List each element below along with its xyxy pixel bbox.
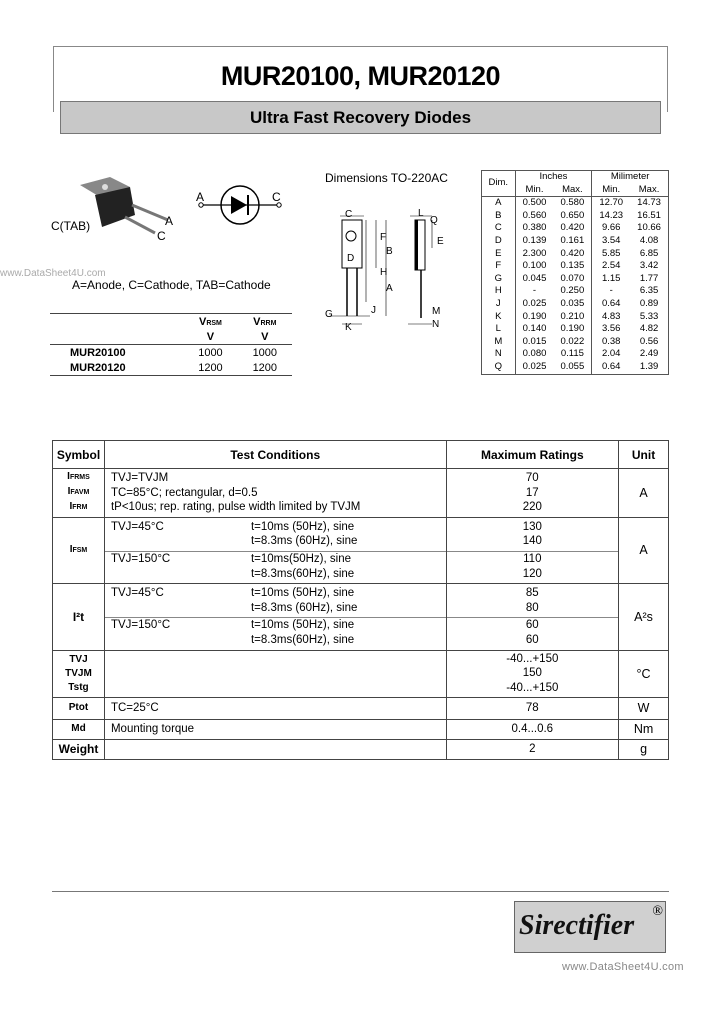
table-row: Q 0.025 0.055 0.64 1.39 — [482, 361, 669, 374]
dim-label-d: D — [347, 253, 355, 264]
table-row: L 0.140 0.190 3.56 4.82 — [482, 323, 669, 336]
table-row: MUR20120 1200 1200 — [50, 360, 292, 376]
pin-legend: A=Anode, C=Cathode, TAB=Cathode — [72, 278, 271, 292]
voltage-table-header — [50, 314, 292, 330]
dim-label-j: J — [371, 305, 376, 316]
unit-header: Unit — [619, 441, 669, 469]
dimension-table-body — [482, 197, 669, 374]
table-row: D 0.139 0.161 3.54 4.08 — [482, 235, 669, 248]
dim-label-a: A — [386, 283, 393, 294]
dim-label-q: Q — [430, 215, 438, 226]
ratings-header: Maximum Ratings — [446, 441, 619, 469]
dim-label-f: F — [380, 232, 387, 243]
package-image — [60, 175, 190, 245]
dim-header: Dim. — [482, 171, 516, 197]
table-row: E 2.300 0.420 5.85 6.85 — [482, 248, 669, 261]
symbol-header: Symbol — [53, 441, 105, 469]
table-row: F 0.100 0.135 2.54 3.42 — [482, 260, 669, 273]
dimension-drawing — [320, 198, 470, 338]
lead-c — [125, 217, 155, 233]
vrsm-unit: V — [206, 330, 215, 343]
vrrm-unit: V — [261, 330, 269, 343]
table-row: H - 0.250 - 6.35 — [482, 285, 669, 298]
table-row: N 0.080 0.115 2.04 2.49 — [482, 348, 669, 361]
table-row: C 0.380 0.420 9.66 10.66 — [482, 222, 669, 235]
watermark-text: www.DataSheet4U.com — [0, 268, 106, 279]
dim-label-g: G — [325, 309, 333, 320]
lead-a — [132, 205, 168, 220]
dim-label-c: C — [345, 209, 353, 220]
table-row: G 0.045 0.070 1.15 1.77 — [482, 273, 669, 286]
page-title: MUR20100, MUR20120 — [220, 61, 501, 91]
table-row: B 0.560 0.650 14.23 16.51 — [482, 210, 669, 223]
dimension-table: Dim. Inches Milimeter Min. Max. Min. Max. A 0.500 0.580 12.70 14.73 B 0.560 0.650 14.23 16.51 C 0.380 0.420 9.66 10.66 D 0.139 0.161 3.54 4.08 E 2.300 0.420 5.85 6.85 F 0.100 0.135 2.54 3.42 G 0.045 0.070 1.15 1.77 H - 0.250 - 6.35 J 0.025 0.035 0.64 0.89 K 0.190 0.210 4.83 5.33 L 0.140 0.190 3.56 4.82 M 0.015 0.022 0.38 0.56 N 0.080 0.115 2.04 2.49 Q 0.025 0.055 0.64 1.39 — [481, 170, 669, 375]
voltage-table — [50, 313, 292, 376]
symbol-c-label: C — [272, 190, 281, 204]
dim-label-e: E — [437, 236, 444, 247]
conditions-header: Test Conditions — [104, 441, 446, 469]
table-row: Weight 2 g — [53, 739, 669, 759]
vrrm-header: VRRM — [253, 315, 277, 328]
ratings-table — [52, 440, 669, 760]
dim-label-n: N — [432, 319, 440, 330]
mm-header: Milimeter — [592, 171, 669, 184]
table-row: K 0.190 0.210 4.83 5.33 — [482, 311, 669, 324]
table-row: IFRMS IFAVM IFRM TVJ=TVJM TC=85°C; rectangular, d=0.5 tP<10us; rep. rating, pulse width limited by TVJM 70 17 220 A — [53, 469, 669, 518]
dim-label-k: K — [345, 322, 352, 333]
dim-label-h: H — [380, 267, 388, 278]
table-row: TVJ TVJM Tstg -40...+150 150 -40...+150 °C — [53, 650, 669, 697]
table-row: I²t TVJ=45°C t=10ms (50Hz), sine t=8.3ms (60Hz), sine TVJ=150°C t=10ms (50Hz), sine t=8.3ms(60Hz), sine 85 80 60 60 A²s — [53, 584, 669, 650]
subtitle-bar: Ultra Fast Recovery Diodes — [60, 101, 661, 134]
symbol-a-label: A — [196, 190, 205, 204]
pin-c-label: C — [157, 229, 166, 243]
table-row: Md Mounting torque 0.4...0.6 Nm — [53, 719, 669, 739]
dim-label-b: B — [386, 246, 393, 257]
pin-a-label: A — [165, 214, 174, 228]
table-row: MUR20100 1000 1000 — [70, 346, 278, 359]
inches-header: Inches — [515, 171, 592, 184]
dimensions-title: Dimensions TO-220AC — [325, 171, 448, 185]
table-row: M 0.015 0.022 0.38 0.56 — [482, 336, 669, 349]
website-text: www.DataSheet4U.com — [562, 961, 684, 973]
vrsm-header: VRSM — [198, 315, 222, 328]
company-logo: Sirectifier ® — [514, 901, 666, 953]
table-row: A 0.500 0.580 12.70 14.73 — [482, 197, 669, 210]
tab-label: C(TAB) — [51, 219, 91, 233]
dim-label-l: L — [418, 208, 424, 219]
table-row: IFSM TVJ=45°C t=10ms (50Hz), sine t=8.3ms (60Hz), sine TVJ=150°C t=10ms(50Hz), sine t=8.3ms(60Hz), sine 130 140 110 120 A — [53, 517, 669, 583]
table-row: Ptot TC=25°C 78 W — [53, 697, 669, 719]
dim-label-m: M — [432, 306, 441, 317]
table-row: J 0.025 0.035 0.64 0.89 — [482, 298, 669, 311]
footer-divider — [52, 891, 669, 892]
